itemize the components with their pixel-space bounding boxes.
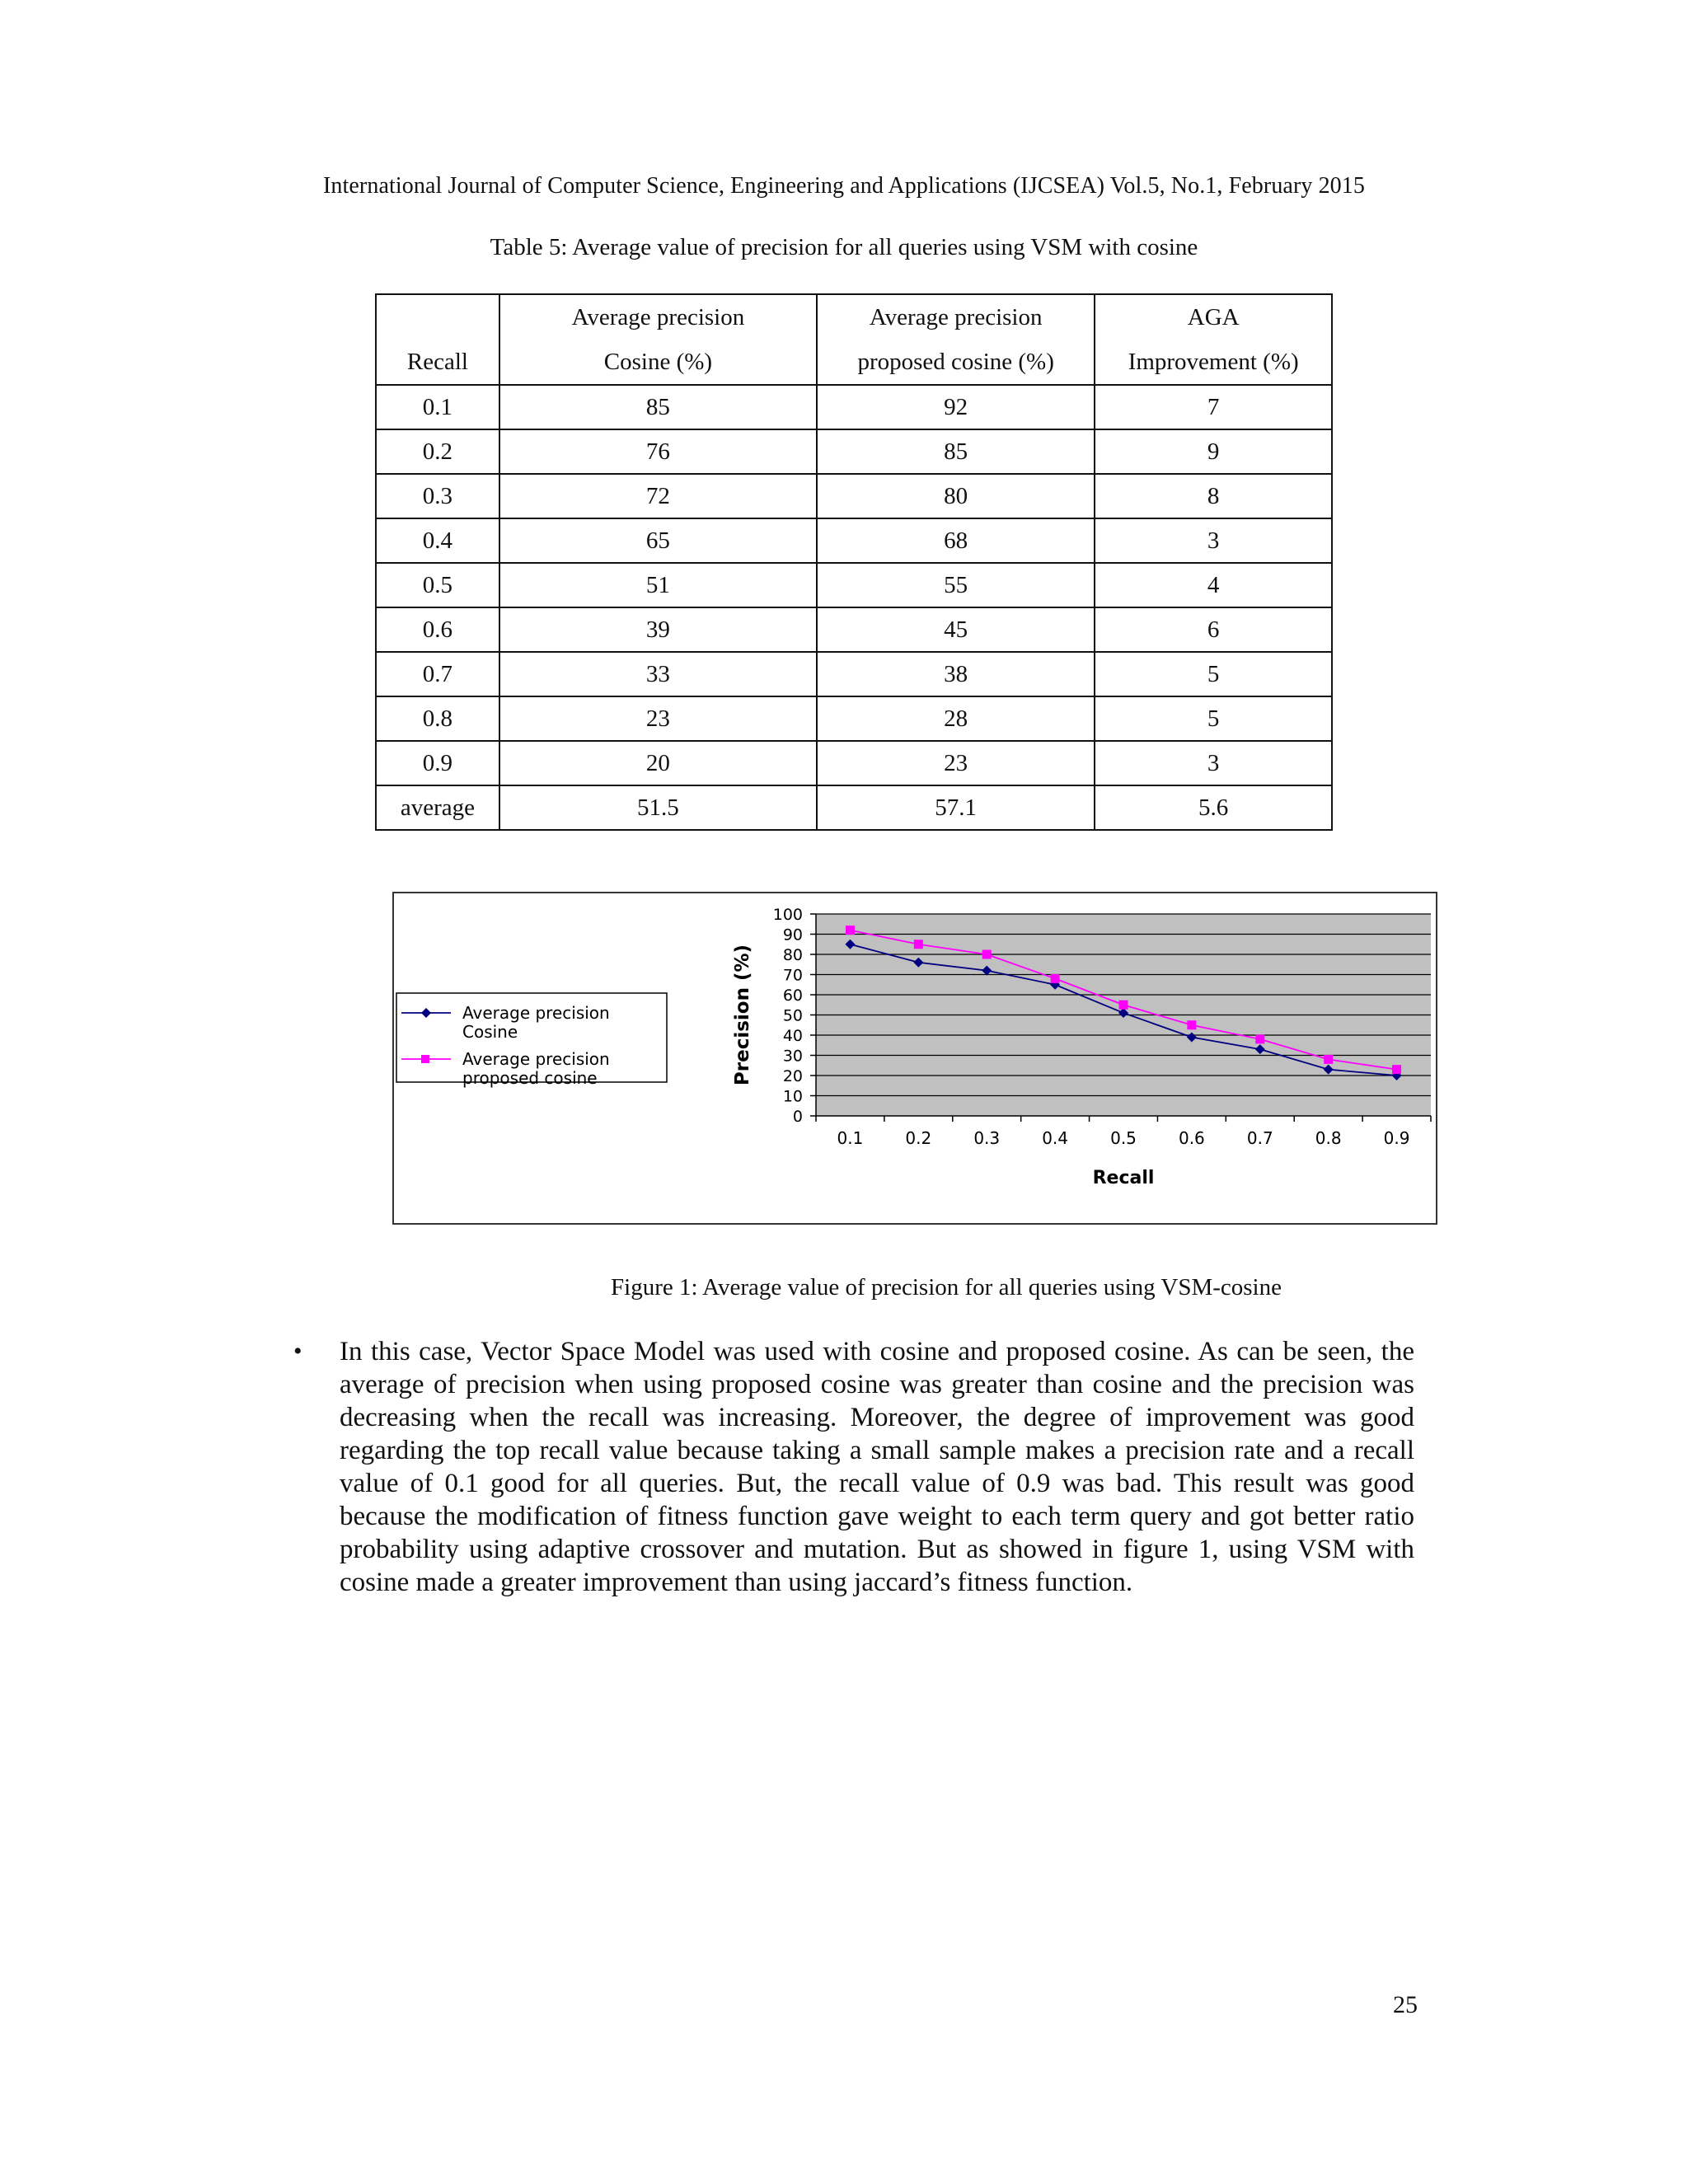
- table-cell: 55: [817, 563, 1095, 607]
- running-header: International Journal of Computer Science, Engineering and Applications (IJCSEA) Vol.5, No.1, February 2015: [323, 173, 1365, 199]
- table-row: [376, 518, 1332, 563]
- table-row: [376, 741, 1332, 785]
- table-cell: 33: [499, 652, 817, 696]
- table-header-line: Improvement (%): [1128, 349, 1299, 375]
- y-tick-label: 50: [782, 1006, 803, 1025]
- table-cell: 3: [1095, 741, 1332, 785]
- data-point: [1324, 1055, 1333, 1064]
- y-tick-label: 80: [782, 946, 803, 964]
- x-tick-label: 0.6: [1178, 1128, 1205, 1148]
- data-point: [1255, 1034, 1264, 1043]
- y-tick-label: 30: [782, 1047, 803, 1066]
- data-point: [1051, 974, 1060, 983]
- table-header-line: proposed cosine (%): [857, 349, 1054, 375]
- table-caption: Table 5: Average value of precision for all queries using VSM with cosine: [490, 234, 1198, 260]
- table-cell: 0.8: [376, 696, 499, 741]
- table-header-cell: [817, 294, 1095, 385]
- legend-swatch-marker: [421, 1055, 429, 1063]
- table-header-line: Cosine (%): [603, 349, 713, 375]
- table-row: [376, 607, 1332, 652]
- legend-label: Average precision: [462, 1049, 610, 1069]
- precision-recall-chart: [394, 893, 1436, 1223]
- table-cell: 3: [1095, 518, 1332, 563]
- legend-label: Cosine: [462, 1022, 518, 1042]
- table-cell: 4: [1095, 563, 1332, 607]
- legend-label: proposed cosine: [462, 1068, 598, 1088]
- table-header-cell: [1095, 294, 1332, 385]
- data-point: [914, 940, 923, 949]
- table-cell: 20: [499, 741, 817, 785]
- table-cell: 23: [817, 741, 1095, 785]
- table-row: [376, 474, 1332, 518]
- x-tick-label: 0.3: [973, 1128, 1001, 1148]
- table-cell: 6: [1095, 607, 1332, 652]
- table-cell: 80: [817, 474, 1095, 518]
- table-cell: 23: [499, 696, 817, 741]
- table-row: [376, 429, 1332, 474]
- data-point: [1187, 1020, 1196, 1029]
- table-row: [376, 563, 1332, 607]
- table-cell: 5: [1095, 696, 1332, 741]
- x-tick-label: 0.7: [1246, 1128, 1273, 1148]
- y-tick-label: 100: [772, 906, 803, 924]
- table-cell: 65: [499, 518, 817, 563]
- table-cell: 45: [817, 607, 1095, 652]
- chart-legend: [396, 993, 667, 1088]
- table-cell: 38: [817, 652, 1095, 696]
- table-cell: 51: [499, 563, 817, 607]
- table-cell: 0.7: [376, 652, 499, 696]
- figure-caption: Figure 1: Average value of precision for all queries using VSM-cosine: [611, 1274, 1282, 1301]
- table-cell: 39: [499, 607, 817, 652]
- x-tick-label: 0.8: [1315, 1128, 1342, 1148]
- data-point: [1119, 1001, 1128, 1010]
- precision-recall-figure: [392, 892, 1437, 1225]
- y-tick-label: 90: [782, 926, 803, 944]
- chart-plot-area: [732, 906, 1431, 1188]
- table-cell: 72: [499, 474, 817, 518]
- table-cell: 9: [1095, 429, 1332, 474]
- table-cell: 57.1: [817, 785, 1095, 830]
- table-cell: 85: [817, 429, 1095, 474]
- x-axis-title: Recall: [1092, 1168, 1155, 1188]
- y-tick-label: 10: [782, 1087, 803, 1106]
- table-row: [376, 696, 1332, 741]
- data-point: [982, 950, 992, 959]
- table-cell: 8: [1095, 474, 1332, 518]
- table-cell: 0.6: [376, 607, 499, 652]
- page-number: 25: [1393, 1991, 1418, 2018]
- y-tick-label: 70: [782, 966, 803, 985]
- table-header-cell: [376, 294, 499, 385]
- table-cell: 0.1: [376, 385, 499, 429]
- body-paragraph: In this case, Vector Space Model was used with cosine and proposed cosine. As can be seen, the average of precision when using proposed cosine was greater than cosine and the precision was decreasing when the recall was increasing. Moreover, the degree of improvement was good regarding the top recall value because taking a small sample makes a precision rate and a recall value of 0.1 good for all queries. But, the recall value of 0.9 was bad. This result was good because the modification of fitness function gave weight to each term query and got better ratio probability using adaptive crossover and mutation. But as showed in figure 1, using VSM with cosine made a greater improvement than using jaccard’s fitness function.: [340, 1337, 1414, 1597]
- table-cell: 68: [817, 518, 1095, 563]
- x-tick-label: 0.2: [905, 1128, 932, 1148]
- x-tick-label: 0.5: [1110, 1128, 1137, 1148]
- table-cell: 85: [499, 385, 817, 429]
- table-cell: 5: [1095, 652, 1332, 696]
- data-point: [1392, 1065, 1401, 1074]
- table-cell: 92: [817, 385, 1095, 429]
- table-cell: 0.4: [376, 518, 499, 563]
- table-cell: 76: [499, 429, 817, 474]
- data-point: [846, 926, 855, 935]
- table-header-cell: [499, 294, 817, 385]
- table-cell: 5.6: [1095, 785, 1332, 830]
- y-tick-label: 0: [792, 1108, 803, 1126]
- table-row: [376, 652, 1332, 696]
- x-tick-label: 0.9: [1383, 1128, 1410, 1148]
- table-cell: 0.9: [376, 741, 499, 785]
- x-tick-label: 0.1: [837, 1128, 864, 1148]
- table-cell: average: [376, 785, 499, 830]
- table-header-line: Average precision: [869, 304, 1043, 330]
- table-row: [376, 785, 1332, 830]
- legend-label: Average precision: [462, 1003, 610, 1023]
- y-tick-label: 60: [782, 987, 803, 1005]
- table-header-line: AGA: [1187, 304, 1240, 330]
- table-cell: 0.5: [376, 563, 499, 607]
- bullet-marker: •: [293, 1338, 302, 1365]
- table-cell: 28: [817, 696, 1095, 741]
- table-cell: 0.2: [376, 429, 499, 474]
- y-axis-title: Precision (%): [732, 944, 753, 1086]
- table-cell: 7: [1095, 385, 1332, 429]
- x-tick-label: 0.4: [1042, 1128, 1069, 1148]
- table-header-line: Average precision: [571, 304, 745, 330]
- y-tick-label: 20: [782, 1067, 803, 1085]
- table-row: [376, 385, 1332, 429]
- results-table: [375, 293, 1333, 831]
- table-header-line: [377, 295, 499, 340]
- table-cell: 0.3: [376, 474, 499, 518]
- table-cell: 51.5: [499, 785, 817, 830]
- table-header-line: Recall: [406, 349, 468, 375]
- table-header-row: [376, 294, 1332, 385]
- y-tick-label: 40: [782, 1027, 803, 1045]
